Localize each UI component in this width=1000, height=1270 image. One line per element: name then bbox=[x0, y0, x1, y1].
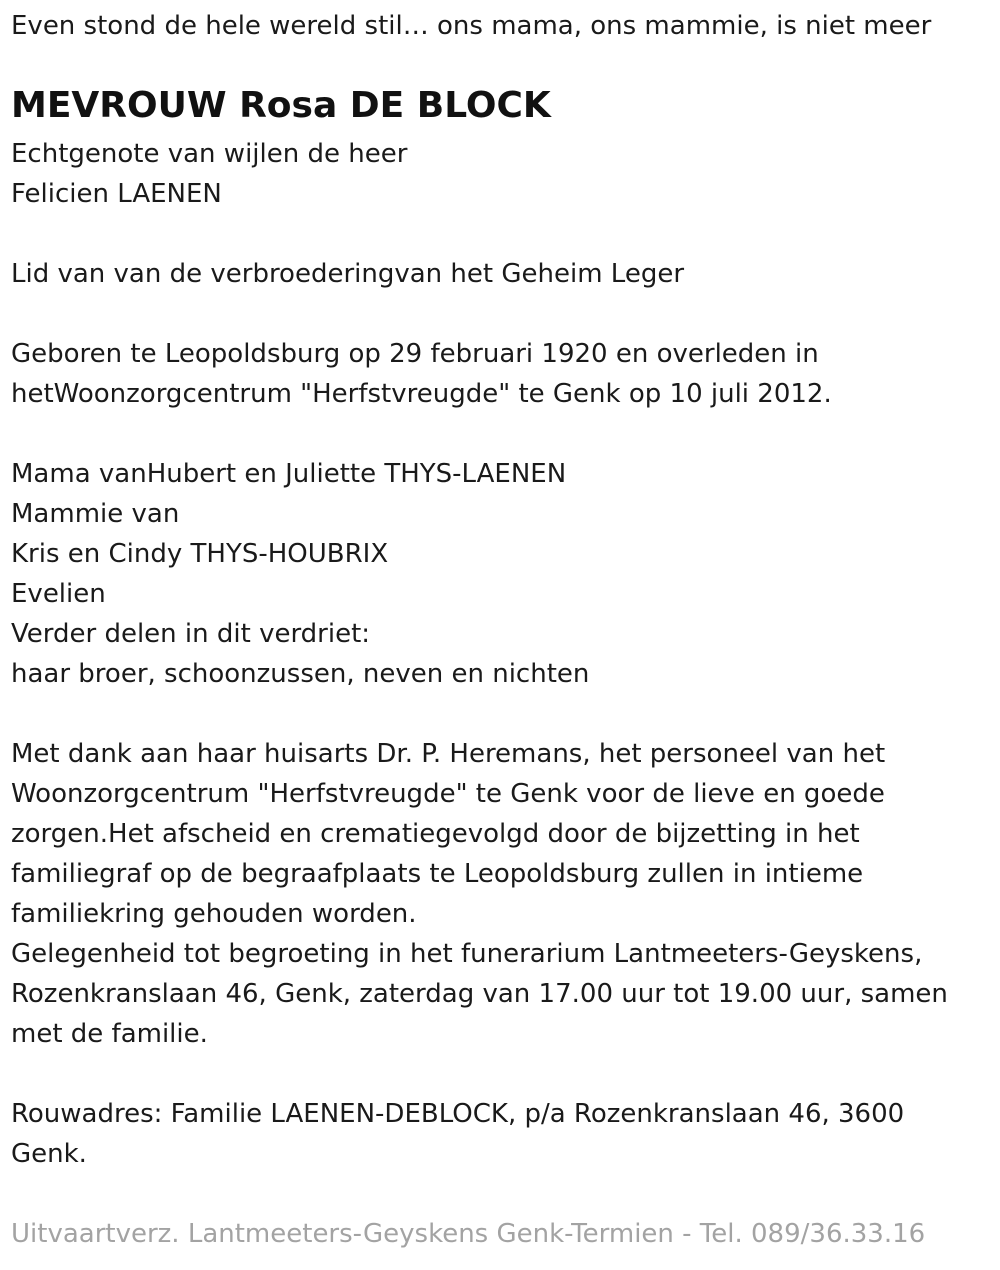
spouse-line: Felicien LAENEN bbox=[11, 179, 222, 209]
funeral-home-footer: Uitvaartverz. Lantmeeters-Geyskens Genk-Termien - Tel. 089/36.33.16 bbox=[11, 1219, 926, 1249]
address-block bbox=[11, 1094, 904, 1174]
deceased-name: MEVROUW Rosa DE BLOCK bbox=[11, 85, 551, 126]
spouse-block bbox=[11, 134, 407, 214]
thanks-line: Gelegenheid tot begroeting in het funerarium Lantmeeters-Geyskens, bbox=[11, 939, 923, 969]
thanks-block bbox=[11, 734, 948, 1054]
thanks-line: familiegraf op de begraafplaats te Leopoldsburg zullen in intieme bbox=[11, 859, 864, 889]
spouse-line: Echtgenote van wijlen de heer bbox=[11, 139, 408, 169]
membership-line: Lid van van de verbroederingvan het Geheim Leger bbox=[11, 259, 685, 289]
family-line: Verder delen in dit verdriet: bbox=[11, 619, 371, 649]
thanks-line: Woonzorgcentrum "Herfstvreugde" te Genk voor de lieve en goede bbox=[11, 779, 885, 809]
thanks-line: met de familie. bbox=[11, 1019, 208, 1049]
intro-line: Even stond de hele wereld stil… ons mama, ons mammie, is niet meer bbox=[11, 11, 932, 41]
family-line: Mammie van bbox=[11, 499, 180, 529]
family-line: Evelien bbox=[11, 579, 106, 609]
birth-death-line: hetWoonzorgcentrum "Herfstvreugde" te Genk op 10 juli 2012. bbox=[11, 379, 832, 409]
family-block bbox=[11, 454, 589, 694]
family-line: Mama vanHubert en Juliette THYS-LAENEN bbox=[11, 459, 567, 489]
birth-death-block bbox=[11, 334, 832, 414]
birth-death-line: Geboren te Leopoldsburg op 29 februari 1920 en overleden in bbox=[11, 339, 819, 369]
thanks-line: zorgen.Het afscheid en crematiegevolgd door de bijzetting in het bbox=[11, 819, 860, 849]
address-line: Genk. bbox=[11, 1139, 87, 1169]
family-line: Kris en Cindy THYS-HOUBRIX bbox=[11, 539, 389, 569]
family-line: haar broer, schoonzussen, neven en nichten bbox=[11, 659, 590, 689]
thanks-line: Rozenkranslaan 46, Genk, zaterdag van 17.00 uur tot 19.00 uur, samen bbox=[11, 979, 948, 1009]
thanks-line: Met dank aan haar huisarts Dr. P. Heremans, het personeel van het bbox=[11, 739, 886, 769]
membership-block bbox=[11, 254, 684, 294]
address-line: Rouwadres: Familie LAENEN-DEBLOCK, p/a Rozenkranslaan 46, 3600 bbox=[11, 1099, 905, 1129]
thanks-line: familiekring gehouden worden. bbox=[11, 899, 417, 929]
